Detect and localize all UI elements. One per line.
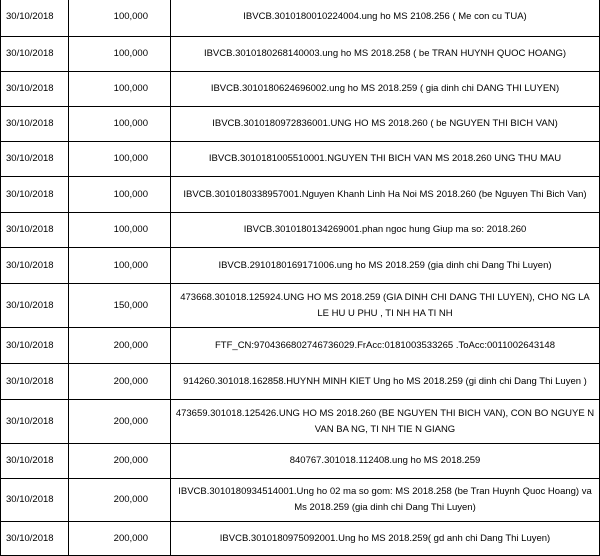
table-row — [1, 72, 600, 107]
amount-cell: 100,000 — [69, 72, 171, 107]
date-cell: 30/10/2018 — [1, 177, 69, 213]
date-cell: 30/10/2018 — [1, 400, 69, 444]
description-cell: IBVCB.3010180338957001.Nguyen Khanh Linh Ha Noi MS 2018.260 (be Nguyen Thi Bich Van) — [171, 177, 600, 213]
description-cell: FTF_CN:9704366802746736029.FrAcc:0181003533265 .ToAcc:0011002643148 — [171, 328, 600, 364]
amount-cell: 200,000 — [69, 444, 171, 479]
table-row — [1, 248, 600, 284]
table-row — [1, 479, 600, 522]
date-cell: 30/10/2018 — [1, 248, 69, 284]
amount-cell: 200,000 — [69, 522, 171, 556]
description-cell: IBVCB.3010180972836001.UNG HO MS 2018.260 ( be NGUYEN THI BICH VAN) — [171, 107, 600, 142]
amount-cell: 100,000 — [69, 213, 171, 248]
description-cell: 914260.301018.162858.HUYNH MINH KIET Ung ho MS 2018.259 (gi dinh chi Dang Thi Luyen ) — [171, 364, 600, 400]
table-row — [1, 213, 600, 248]
amount-cell: 100,000 — [69, 248, 171, 284]
date-cell: 30/10/2018 — [1, 284, 69, 328]
table-row — [1, 177, 600, 213]
date-cell: 30/10/2018 — [1, 328, 69, 364]
amount-cell: 100,000 — [69, 107, 171, 142]
table-row — [1, 400, 600, 444]
description-cell: IBVCB.3010180010224004.ung ho MS 2108.256 ( Me con cu TUA) — [171, 0, 600, 37]
date-cell: 30/10/2018 — [1, 364, 69, 400]
amount-cell: 100,000 — [69, 177, 171, 213]
amount-cell: 200,000 — [69, 364, 171, 400]
table-row — [1, 328, 600, 364]
date-cell: 30/10/2018 — [1, 213, 69, 248]
date-cell: 30/10/2018 — [1, 0, 69, 37]
amount-cell: 100,000 — [69, 37, 171, 72]
table-row — [1, 444, 600, 479]
date-cell: 30/10/2018 — [1, 444, 69, 479]
amount-cell: 200,000 — [69, 479, 171, 522]
date-cell: 30/10/2018 — [1, 522, 69, 556]
table-row — [1, 142, 600, 177]
description-cell: 473668.301018.125924.UNG HO MS 2018.259 (GIA DINH CHI DANG THI LUYEN), CHO NG LA LE HU U PHU , TI NH HA TI NH — [171, 284, 600, 328]
description-cell: IBVCB.3010180134269001.phan ngoc hung Giup ma so: 2018.260 — [171, 213, 600, 248]
date-cell: 30/10/2018 — [1, 72, 69, 107]
description-cell: IBVCB.3010180268140003.ung ho MS 2018.258 ( be TRAN HUYNH QUOC HOANG) — [171, 37, 600, 72]
amount-cell: 200,000 — [69, 328, 171, 364]
table-row — [1, 284, 600, 328]
description-cell: IBVCB.3010180624696002.ung ho MS 2018.259 ( gia dinh chi DANG THI LUYEN) — [171, 72, 600, 107]
date-cell: 30/10/2018 — [1, 479, 69, 522]
table-row — [1, 522, 600, 556]
description-cell: IBVCB.3010180934514001.Ung ho 02 ma so gom: MS 2018.258 (be Tran Huynh Quoc Hoang) va Ms 2018.259 (gia dinh chi Dang Thi Luyen) — [171, 479, 600, 522]
date-cell: 30/10/2018 — [1, 107, 69, 142]
description-cell: 840767.301018.112408.ung ho MS 2018.259 — [171, 444, 600, 479]
description-cell: IBVCB.3010180975092001.Ung ho MS 2018.259( gd anh chi Dang Thi Luyen) — [171, 522, 600, 556]
description-cell: IBVCB.2910180169171006.ung ho MS 2018.259 (gia dinh chi Dang Thi Luyen) — [171, 248, 600, 284]
transaction-table-body — [1, 0, 600, 556]
table-row — [1, 364, 600, 400]
date-cell: 30/10/2018 — [1, 37, 69, 72]
description-cell: IBVCB.3010181005510001.NGUYEN THI BICH VAN MS 2018.260 UNG THU MAU — [171, 142, 600, 177]
table-row — [1, 37, 600, 72]
table-row — [1, 0, 600, 37]
amount-cell: 200,000 — [69, 400, 171, 444]
amount-cell: 100,000 — [69, 142, 171, 177]
date-cell: 30/10/2018 — [1, 142, 69, 177]
table-row — [1, 107, 600, 142]
description-cell: 473659.301018.125426.UNG HO MS 2018.260 (BE NGUYEN THI BICH VAN), CON BO NGUYE N VAN BA NG, TI NH TIE N GIANG — [171, 400, 600, 444]
amount-cell: 150,000 — [69, 284, 171, 328]
amount-cell: 100,000 — [69, 0, 171, 37]
